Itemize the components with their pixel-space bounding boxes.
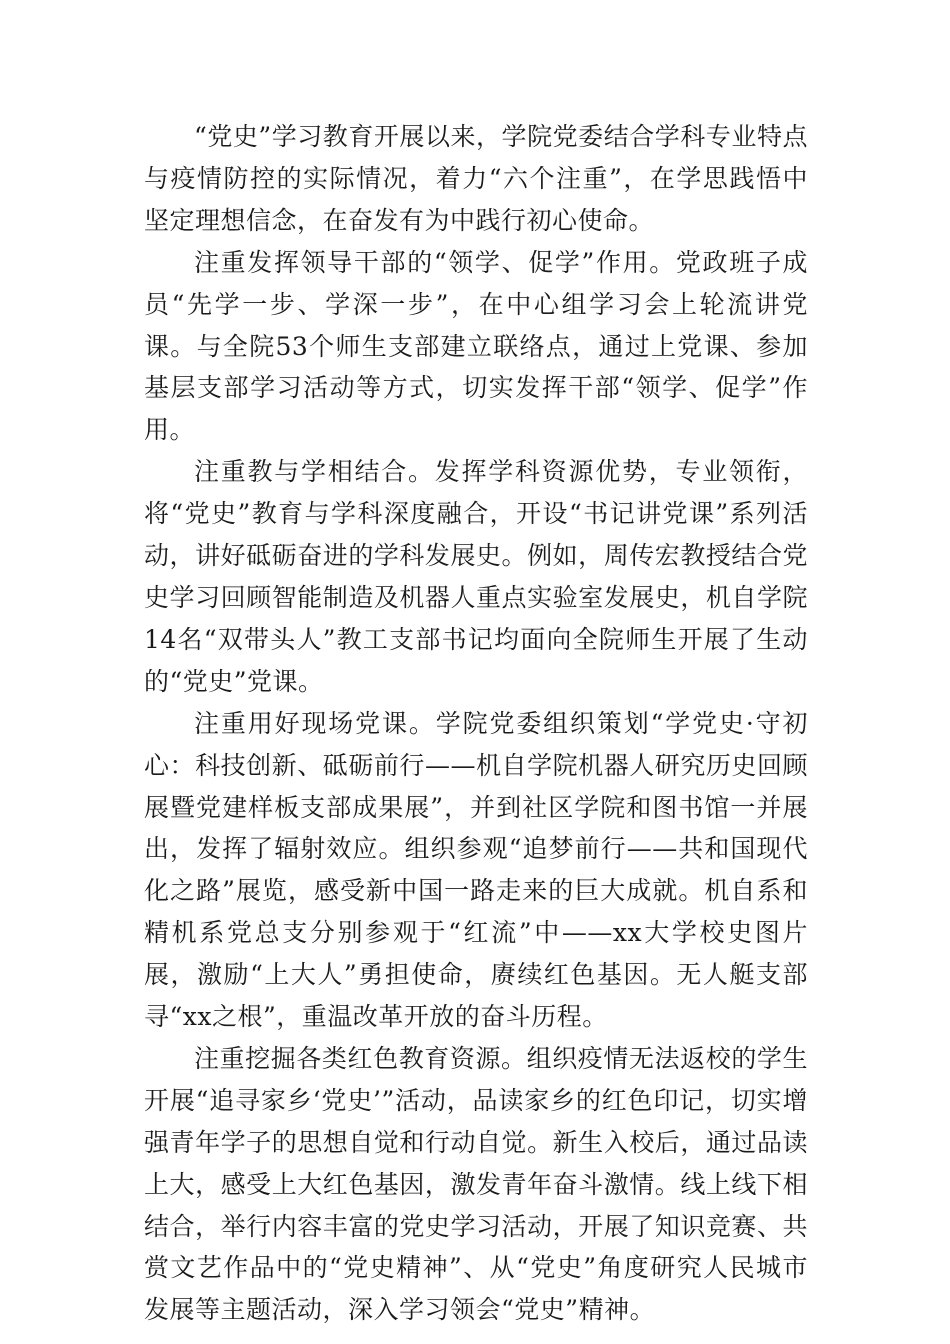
paragraph-red-resources: 注重挖掘各类红色教育资源。组织疫情无法返校的学生开展“追寻家乡‘党史’”活动，品读家乡的红色印记，切实增强青年学子的思想自觉和行动自觉。新生入校后，通过品读上大，感受上大红色基因，激发青年奋斗激情。线上线下相结合，举行内容丰富的党史学习活动，开展了知识竞赛、共赏文艺作品中的“党史精神”、从“党史”角度研究人民城市发展等主题活动，深入学习领会“党史”精神。 (144, 1043, 808, 1325)
paragraph-onsite-lessons: 注重用好现场党课。学院党委组织策划“学党史·守初心：科技创新、砥砺前行——机自学院机器人研究历史回顾展暨党建样板支部成果展”，并到社区学院和图书馆一并展出，发挥了辐射效应。组织参观“追梦前行——共和国现代化之路”展览，感受新中国一路走来的巨大成就。机自系和精机系党总支分别参观于“红流”中——xx大学校史图片展，激励“上大人”勇担使命，赓续红色基因。无人艇支部寻“xx之根”，重温改革开放的奋斗历程。 (144, 708, 808, 1032)
document-page (144, 116, 808, 1331)
paragraph-leadership: 注重发挥领导干部的“领学、促学”作用。党政班子成员“先学一步、学深一步”，在中心组学习会上轮流讲党课。与全院53个师生支部建立联络点，通过上党课、参加基层支部学习活动等方式，切实发挥干部“领学、促学”作用。 (144, 247, 808, 445)
paragraph-intro: “党史”学习教育开展以来，学院党委结合学科专业特点与疫情防控的实际情况，着力“六个注重”，在学思践悟中坚定理想信念，在奋发有为中践行初心使命。 (144, 122, 808, 235)
paragraph-teaching: 注重教与学相结合。发挥学科资源优势，专业领衔，将“党史”教育与学科深度融合，开设“书记讲党课”系列活动，讲好砥砺奋进的学科发展史。例如，周传宏教授结合党史学习回顾智能制造及机器人重点实验室发展史，机自学院14名“双带头人”教工支部书记均面向全院师生开展了生动的“党史”党课。 (144, 457, 808, 696)
